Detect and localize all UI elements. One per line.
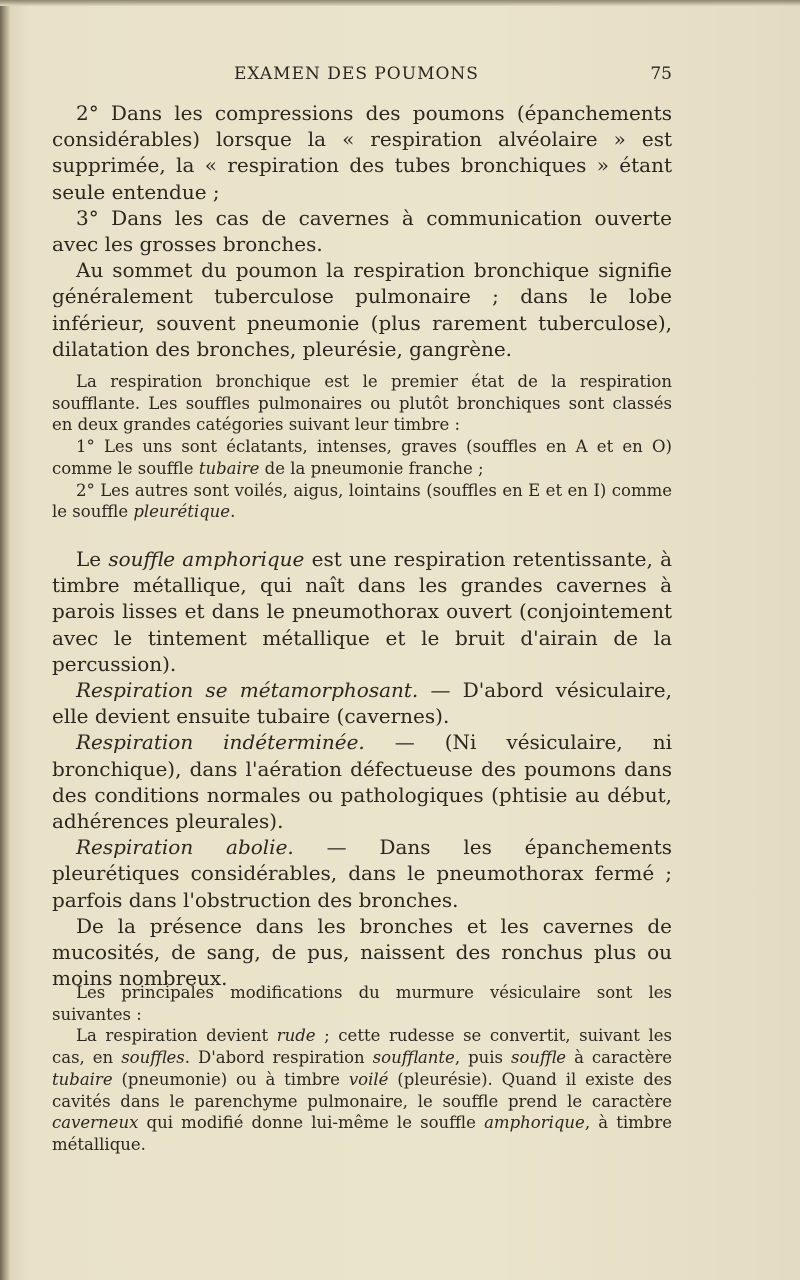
paragraph-bronchial-summit: Au sommet du poumon la respiration bronchique signifie généralement tuberculose pulmonaire ; dans le lobe inférieur, souvent pneumonie (plus rarement tuberculose), dilatation des bronches, pleurésie, gangrène. <box>52 258 672 361</box>
text-block-4 <box>52 982 672 1156</box>
term-pleuretique: pleurétique <box>133 502 231 522</box>
page-top-edge <box>0 0 800 6</box>
paragraph-souffles-classification: La respiration bronchique est le premier état de la respiration soufflante. Les souffles pulmonaires ou plutôt bronchiques sont classés en deux grandes catégories suivant leur timbre : <box>52 372 672 435</box>
heading-respiration-metamorphosant: Respiration se métamorphosant. <box>76 678 419 703</box>
text-block-3 <box>52 546 672 991</box>
paragraph-souffles-2: 2° Les autres sont voilés, aigus, lointains (souffles en E et en I) comme le souffle pleurétique. <box>52 480 672 522</box>
paragraph-modifications-intro: Les principales modifications du murmure vésiculaire sont les suivantes : <box>52 983 672 1024</box>
page-header <box>52 64 672 88</box>
paragraph-souffles-1: 1° Les uns sont éclatants, intenses, graves (souffles en A et en O) comme le souffle tubaire de la pneumonie franche ; <box>52 437 672 478</box>
page-number: 75 <box>650 64 672 84</box>
paragraph-respiration-abolie: Respiration abolie. — Dans les épanchements pleurétiques considérables, dans le pneumothorax fermé ; parfois dans l'obstruction des bronches. <box>52 835 673 912</box>
paragraph-ronchus: De la présence dans les bronches et les cavernes de mucosités, de sang, de pus, naissent des ronchus plus ou moins nombreux. <box>52 913 672 991</box>
paragraph-respiration-metamorphosant: Respiration se métamorphosant. — D'abord vésiculaire, elle devient ensuite tubaire (cavernes). <box>52 678 672 729</box>
text-block-1 <box>52 100 672 362</box>
page-binding-shadow <box>0 0 10 1280</box>
heading-respiration-indeterminee: Respiration indéterminée. <box>76 730 365 755</box>
running-title: EXAMEN DES POUMONS <box>234 64 479 84</box>
paragraph-item-2: 2° Dans les compressions des poumons (épanchements considérables) lorsque la « respiration alvéolaire » est supprimée, la « respiration des tubes bronchiques » étant seule entendue ; <box>52 101 672 204</box>
heading-respiration-abolie: Respiration abolie. <box>76 835 294 860</box>
paragraph-modifications-detail: La respiration devient rude ; cette rudesse se convertit, suivant les cas, en souffles. D'abord respiration soufflante, puis souffle à caractère tubaire (pneumonie) ou à timbre voilé (pleurésie). Quand il existe des cavités dans le parenchyme pulmonaire, le souffle prend le caractère caverneux qui modifié donne lui-même le souffle amphorique, à timbre métallique. <box>52 1026 673 1154</box>
term-tubaire: tubaire <box>198 458 260 478</box>
paragraph-item-3: 3° Dans les cas de cavernes à communication ouverte avec les grosses bronches. <box>52 205 672 257</box>
paragraph-respiration-indeterminee: Respiration indéterminée. — (Ni vésiculaire, ni bronchique), dans l'aération défectueuse des poumons dans des conditions normales ou pathologiques (phtisie au début, adhérences pleurales). <box>52 730 672 834</box>
paragraph-souffle-amphorique: Le souffle amphorique est une respiration retentissante, à timbre métallique, qui naît dans les grandes cavernes à parois lisses et dans le pneumothorax ouvert (conjointement avec le tintement métallique et le bruit d'airain de la percussion). <box>52 547 673 676</box>
text-block-2 <box>52 371 672 523</box>
term-souffle-amphorique: souffle amphorique <box>108 547 305 571</box>
